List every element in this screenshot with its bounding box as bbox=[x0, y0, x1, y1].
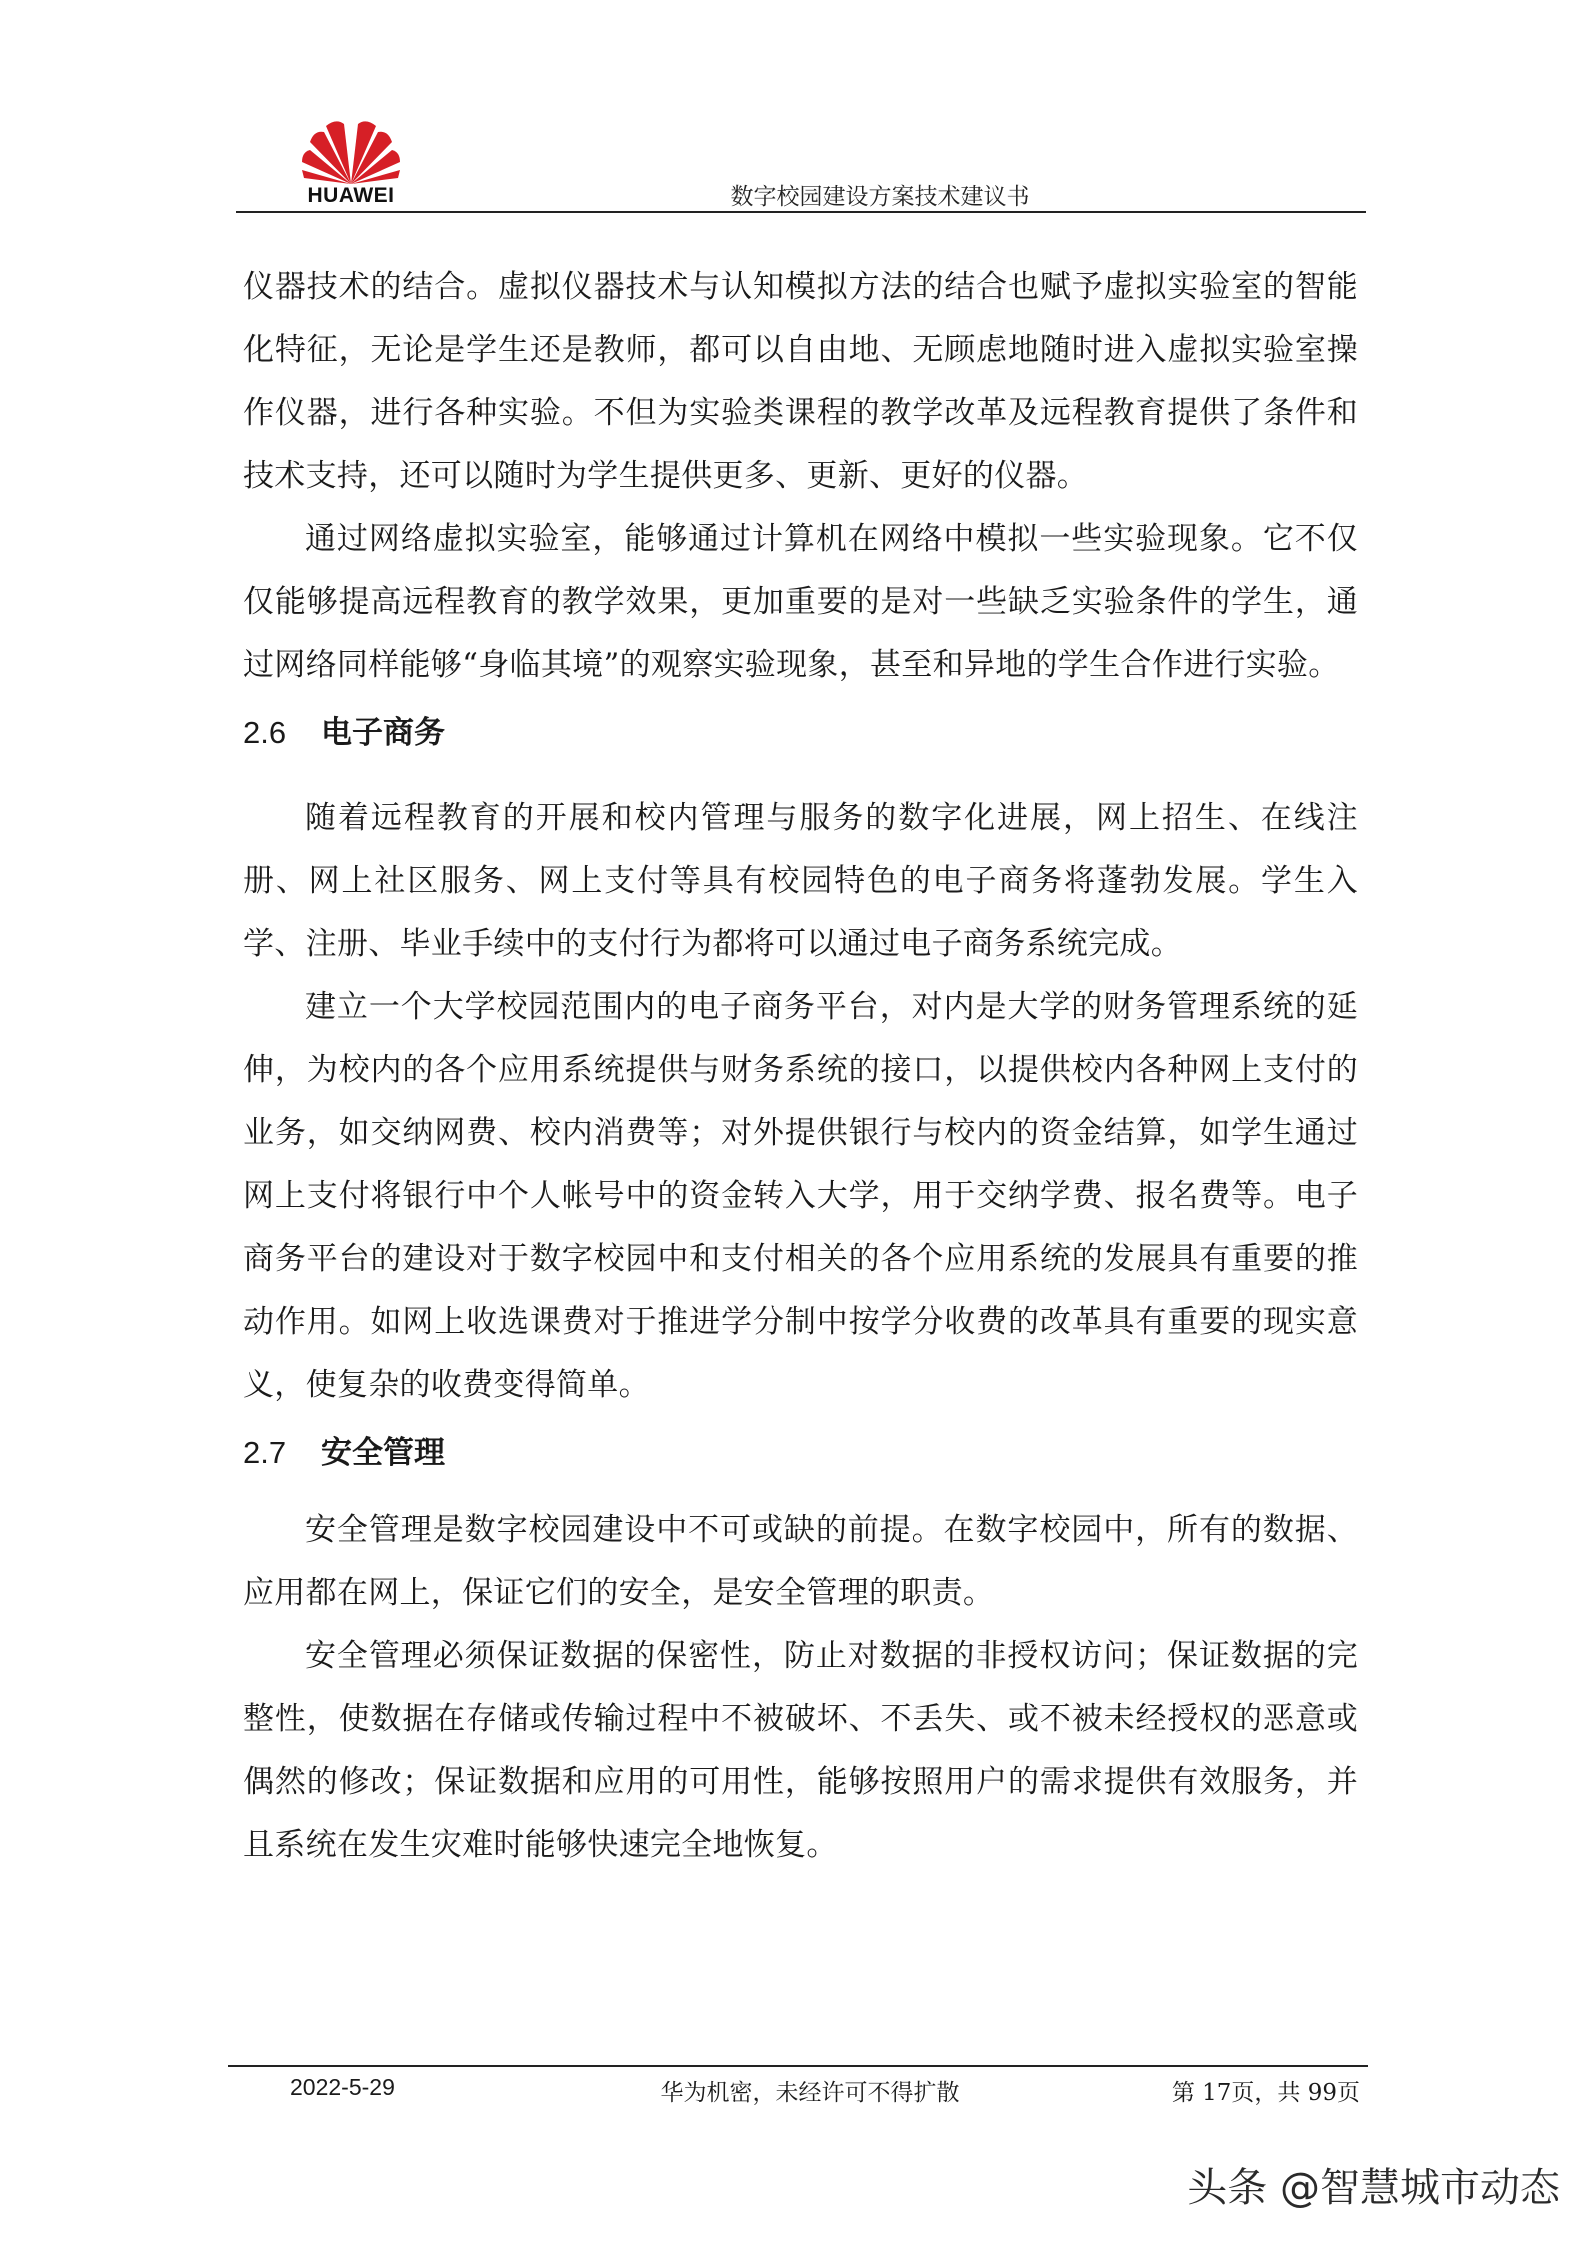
section-heading-2-6 bbox=[243, 713, 1358, 753]
section-number: 2.7 bbox=[243, 1435, 287, 1470]
header-divider bbox=[236, 211, 1366, 213]
logo-wordmark: HUAWEI bbox=[307, 184, 395, 207]
body-content bbox=[243, 256, 1358, 1877]
paragraph-3: 随着远程教育的开展和校内管理与服务的数字化进展，网上招生、在线注册、网上社区服务、网上支付等具有校园特色的电子商务将蓬勃发展。学生入学、注册、毕业手续中的支付行为都将可以通过电子商务系统完成。 bbox=[243, 800, 1358, 962]
watermark: 头条 @智慧城市动态 bbox=[1187, 2165, 1560, 2211]
section-heading-2-7 bbox=[243, 1433, 1358, 1473]
section-title-text: 电子商务 bbox=[321, 715, 445, 750]
paragraph-6: 安全管理必须保证数据的保密性，防止对数据的非授权访问；保证数据的完整性，使数据在存储或传输过程中不被破坏、不丢失、或不被未经授权的恶意或偶然的修改；保证数据和应用的可用性，能够按照用户的需求提供有效服务，并且系统在发生灾难时能够快速完全地恢复。 bbox=[243, 1638, 1358, 1863]
footer-confidential-notice: 华为机密，未经许可不得扩散 bbox=[660, 2080, 960, 2106]
footer-date: 2022-5-29 bbox=[290, 2074, 395, 2100]
section-title-text: 安全管理 bbox=[321, 1435, 445, 1470]
footer-page-number: 第 17页，共 99页 bbox=[1171, 2080, 1360, 2106]
paragraph-1: 仪器技术的结合。虚拟仪器技术与认知模拟方法的结合也赋予虚拟实验室的智能化特征，无论是学生还是教师，都可以自由地、无顾虑地随时进入虚拟实验室操作仪器，进行各种实验。不但为实验类课程的教学改革及远程教育提供了条件和技术支持，还可以随时为学生提供更多、更新、更好的仪器。 bbox=[243, 269, 1358, 494]
paragraph-2: 通过网络虚拟实验室，能够通过计算机在网络中模拟一些实验现象。它不仅仅能够提高远程教育的教学效果，更加重要的是对一些缺乏实验条件的学生，通过网络同样能够“身临其境”的观察实验现象，甚至和异地的学生合作进行实验。 bbox=[243, 521, 1358, 683]
section-number: 2.6 bbox=[243, 715, 287, 750]
footer-divider bbox=[228, 2065, 1368, 2067]
paragraph-4: 建立一个大学校园范围内的电子商务平台，对内是大学的财务管理系统的延伸，为校内的各个应用系统提供与财务系统的接口，以提供校内各种网上支付的业务，如交纳网费、校内消费等；对外提供银行与校内的资金结算，如学生通过网上支付将银行中个人帐号中的资金转入大学，用于交纳学费、报名费等。电子商务平台的建设对于数字校园中和支付相关的各个应用系统的发展具有重要的推动作用。如网上收选课费对于推进学分制中按学分收费的改革具有重要的现实意义，使复杂的收费变得简单。 bbox=[243, 989, 1358, 1403]
paragraph-5: 安全管理是数字校园建设中不可或缺的前提。在数字校园中，所有的数据、应用都在网上，保证它们的安全，是安全管理的职责。 bbox=[243, 1512, 1358, 1611]
header-title: 数字校园建设方案技术建议书 bbox=[730, 184, 1030, 210]
